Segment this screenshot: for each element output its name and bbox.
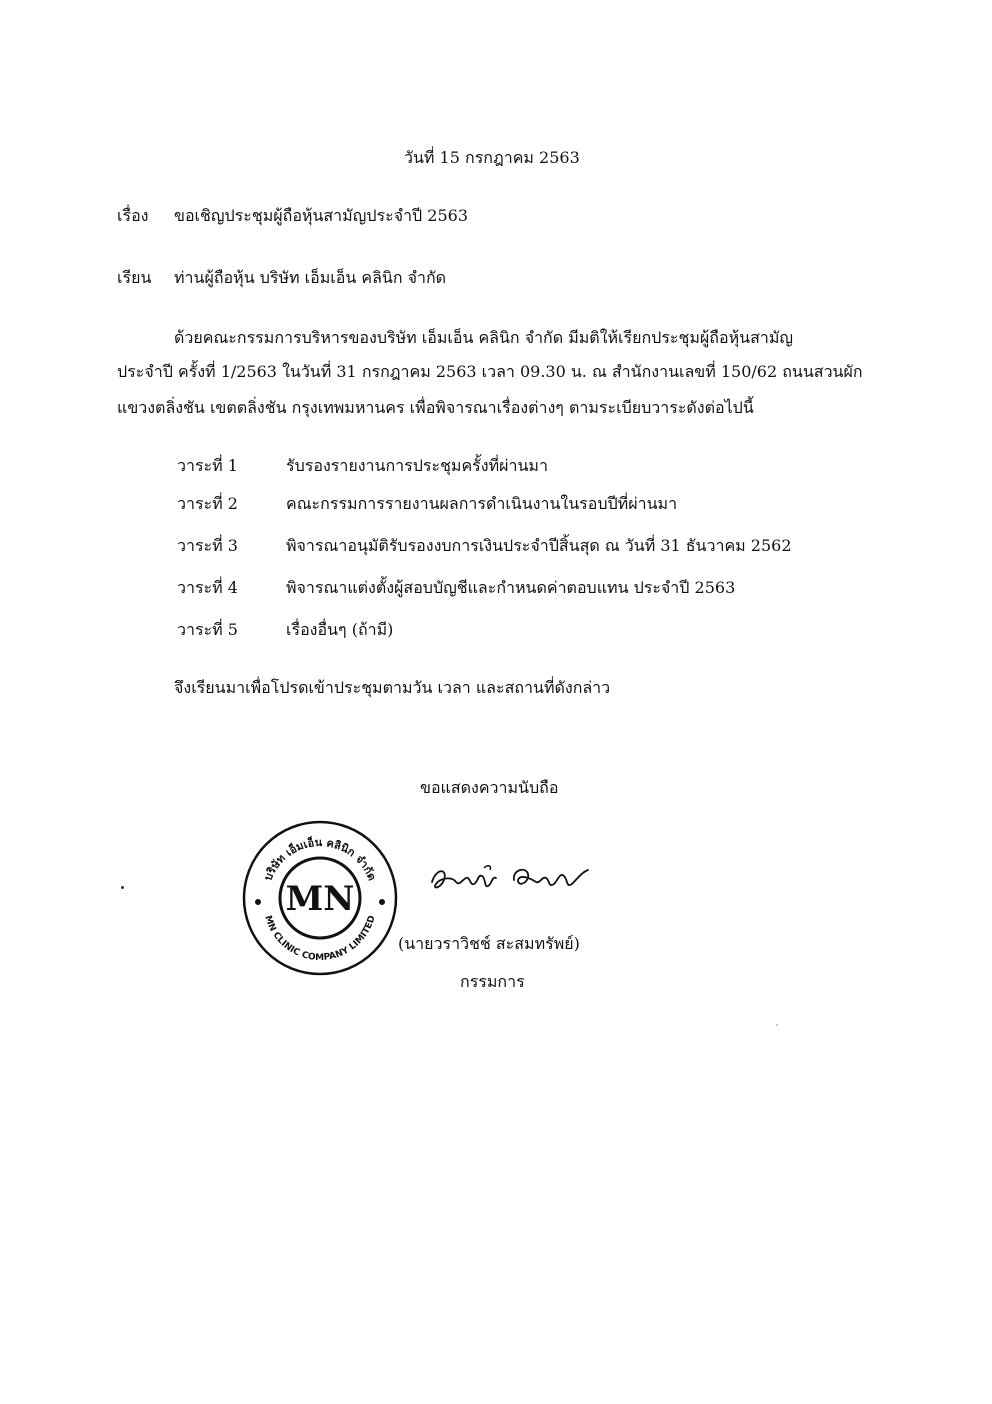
seal-dot-right xyxy=(379,899,385,905)
agenda-text: คณะกรรมการรายงานผลการดำเนินงานในรอบปีที่ผ่านมา xyxy=(286,494,678,513)
agenda-label: วาระที่ 2 xyxy=(177,494,238,513)
signature xyxy=(426,858,596,902)
agenda-label: วาระที่ 1 xyxy=(177,456,238,475)
agenda-label: วาระที่ 4 xyxy=(177,578,238,597)
company-seal xyxy=(240,818,400,978)
letter-date: วันที่ 15 กรกฎาคม 2563 xyxy=(404,148,580,167)
agenda-text: เรื่องอื่นๆ (ถ้ามี) xyxy=(286,620,394,639)
subject-label: เรื่อง xyxy=(117,206,149,225)
agenda-label: วาระที่ 5 xyxy=(177,620,238,639)
body-line: ประจำปี ครั้งที่ 1/2563 ในวันที่ 31 กรกฎาคม 2563 เวลา 09.30 น. ณ สำนักงานเลขที่ 150/62 ถนนสวนผัก xyxy=(117,362,863,381)
stray-mark xyxy=(121,886,124,889)
recipient-label: เรียน xyxy=(117,268,152,287)
agenda-text: รับรองรายงานการประชุมครั้งที่ผ่านมา xyxy=(286,456,548,475)
seal-english-name: MN CLINIC COMPANY LIMITED xyxy=(262,914,378,964)
body-line: แขวงตลิ่งชัน เขตตลิ่งชัน กรุงเทพมหานคร เพื่อพิจารณาเรื่องต่างๆ ตามระเบียบวาระดังต่อไปนี้ xyxy=(117,398,754,417)
seal-thai-name: บริษัท เอ็มเอ็น คลินิก จำกัด xyxy=(261,835,379,883)
regards-line: ขอแสดงความนับถือ xyxy=(420,778,559,797)
signer-name: (นายวราวิชช์ สะสมทรัพย์) xyxy=(398,934,580,953)
closing-line: จึงเรียนมาเพื่อโปรดเข้าประชุมตามวัน เวลา และสถานที่ดังกล่าว xyxy=(174,678,611,697)
seal-logo: MN xyxy=(285,879,355,919)
agenda-text: พิจารณาแต่งตั้งผู้สอบบัญชีและกำหนดค่าตอบแทน ประจำปี 2563 xyxy=(286,578,736,597)
stray-mark xyxy=(776,1024,778,1026)
agenda-text: พิจารณาอนุมัติรับรองงบการเงินประจำปีสิ้นสุด ณ วันที่ 31 ธันวาคม 2562 xyxy=(286,536,792,555)
signer-title: กรรมการ xyxy=(460,972,525,991)
subject-text: ขอเชิญประชุมผู้ถือหุ้นสามัญประจำปี 2563 xyxy=(174,206,469,225)
seal-dot-left xyxy=(255,899,261,905)
recipient-text: ท่านผู้ถือหุ้น บริษัท เอ็มเอ็น คลินิก จำกัด xyxy=(174,268,447,287)
agenda-label: วาระที่ 3 xyxy=(177,536,238,555)
body-line: ด้วยคณะกรรมการบริหารของบริษัท เอ็มเอ็น คลินิก จำกัด มีมติให้เรียกประชุมผู้ถือหุ้นสามัญ xyxy=(174,328,794,347)
